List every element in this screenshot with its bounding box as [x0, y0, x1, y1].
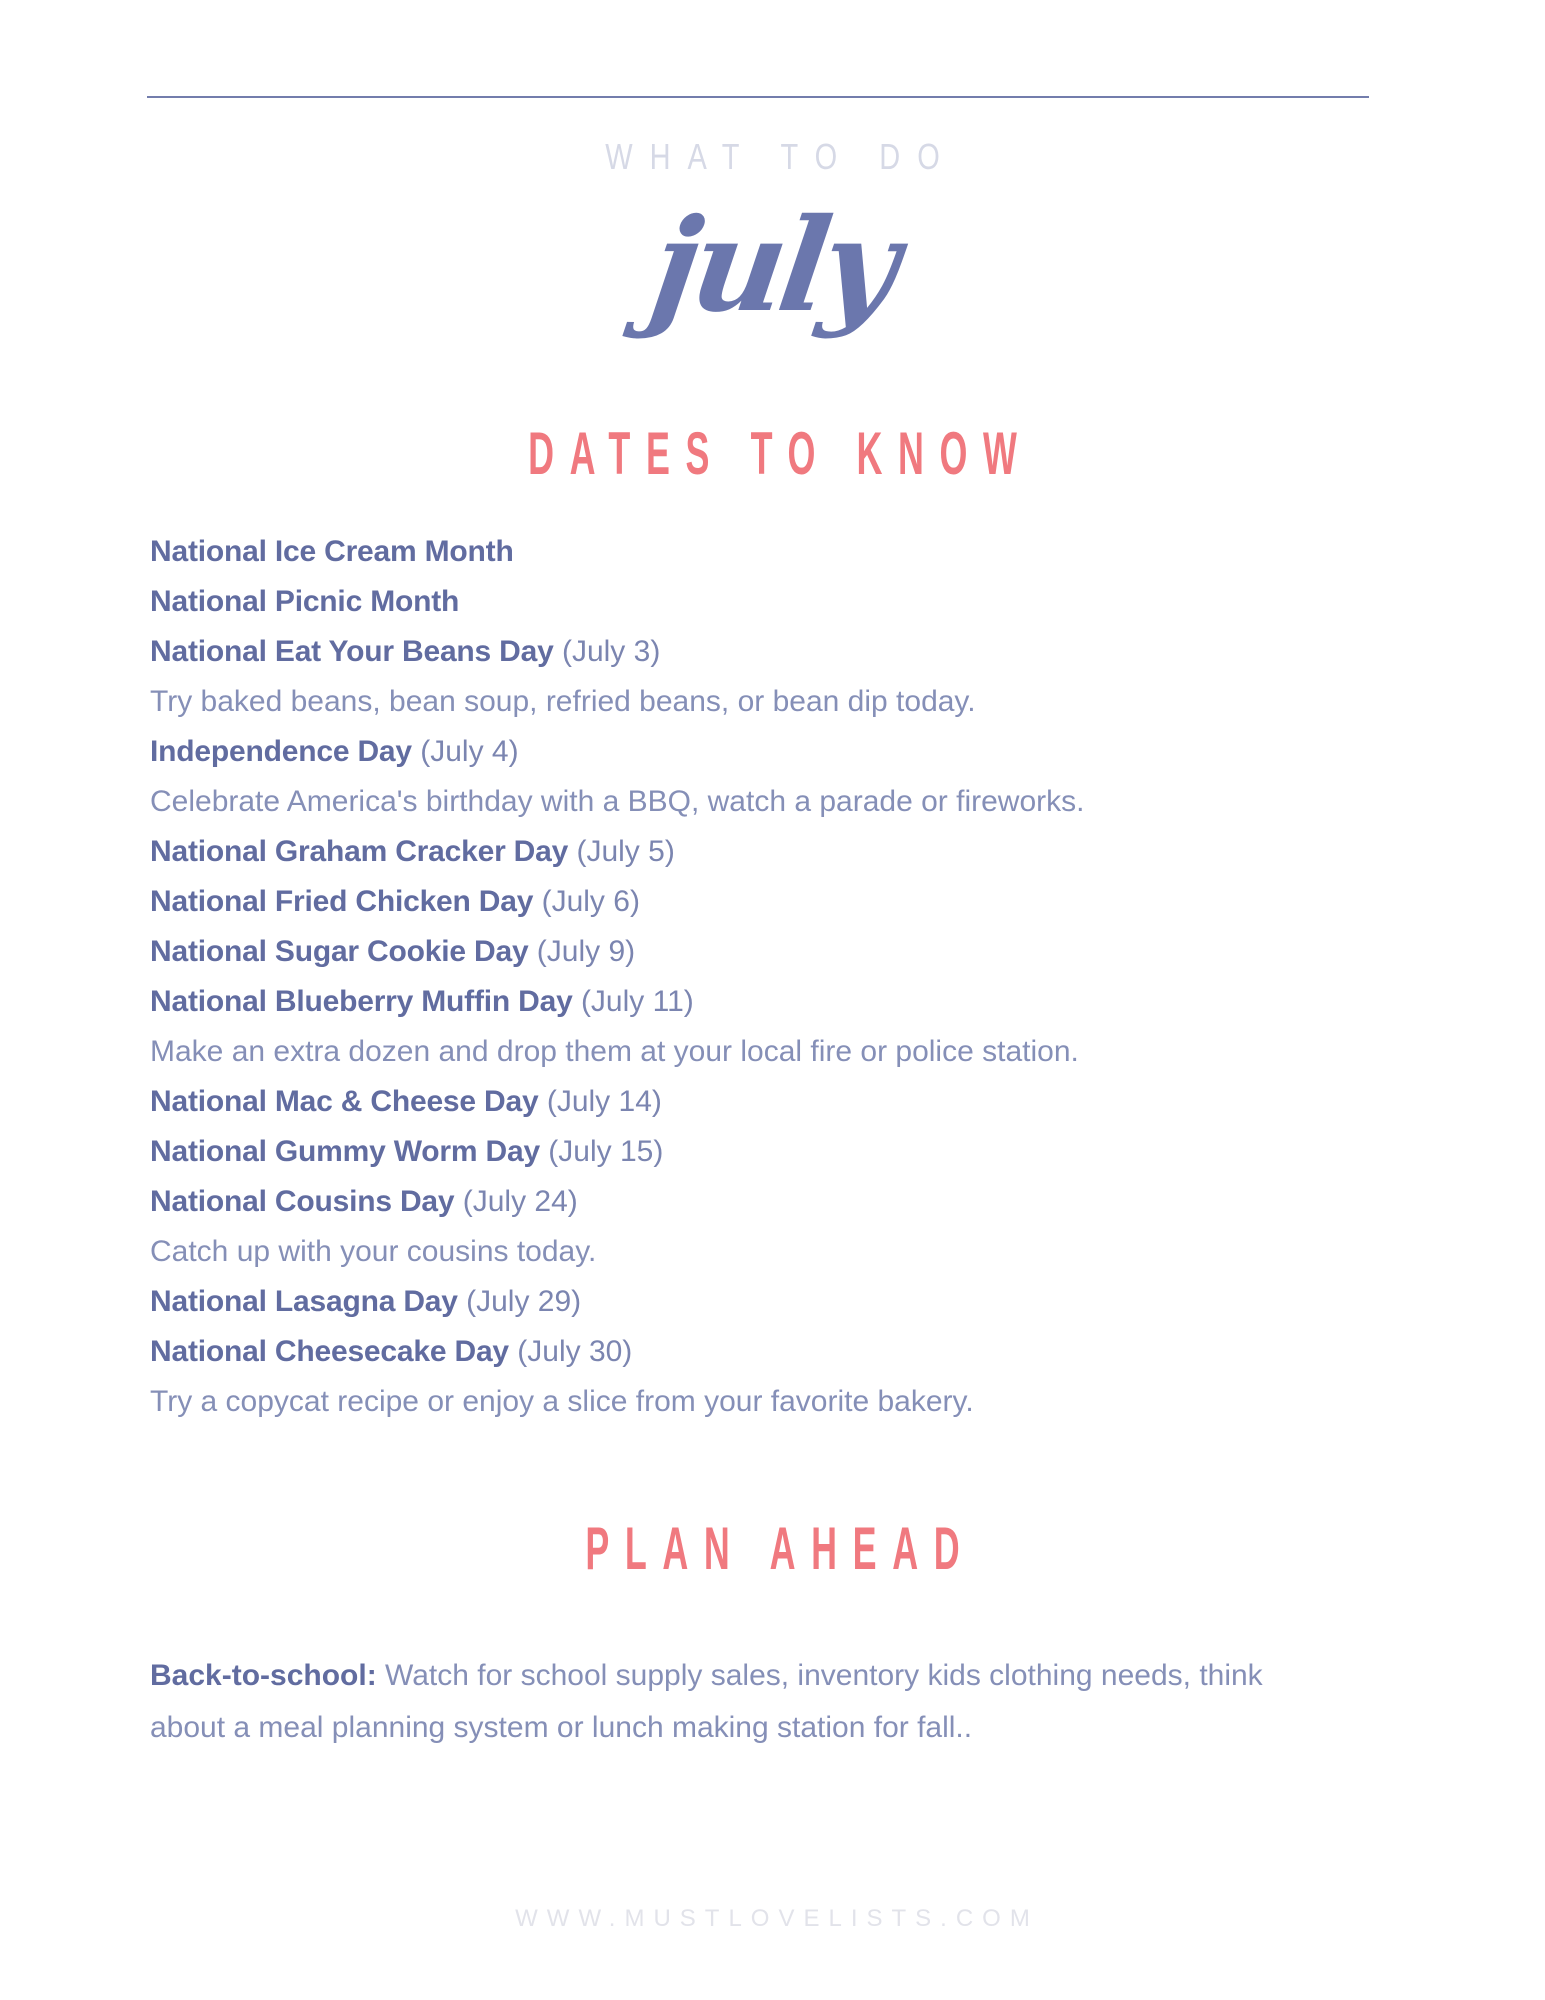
list-item-description: Catch up with your cousins today. [150, 1235, 597, 1268]
list-item-date: (July 9) [536, 935, 636, 968]
list-item-description: Make an extra dozen and drop them at your local fire or police station. [150, 1035, 1079, 1068]
list-item-title: National Picnic Month [150, 585, 460, 618]
list-item [150, 1177, 1410, 1227]
dates-to-know-list [150, 527, 1410, 1427]
list-item-title: National Sugar Cookie Day [150, 935, 529, 968]
list-item-description: Celebrate America's birthday with a BBQ, watch a parade or fireworks. [150, 785, 1085, 818]
list-item [150, 727, 1410, 777]
list-item [150, 877, 1410, 927]
list-item-title: National Ice Cream Month [150, 535, 514, 568]
list-item-title: National Cousins Day [150, 1185, 455, 1218]
list-item-title: Independence Day [150, 735, 412, 768]
list-item [150, 827, 1410, 877]
plan-ahead-lead-label: Back-to-school: [150, 1659, 377, 1692]
list-item-date: (July 29) [466, 1285, 582, 1318]
list-item [150, 1327, 1410, 1377]
list-item-date: (July 5) [576, 835, 675, 868]
list-item-title: National Mac & Cheese Day [150, 1085, 539, 1118]
eyebrow-what-to-do: WHAT TO DO [605, 137, 957, 178]
list-item [150, 1077, 1410, 1127]
list-item-date: (July 11) [580, 985, 694, 1018]
plan-ahead-paragraph [150, 1650, 1340, 1754]
list-item-date: (July 6) [541, 885, 640, 918]
list-item-date: (July 4) [420, 735, 519, 768]
list-item [150, 577, 1410, 627]
list-item-date: (July 14) [546, 1085, 662, 1118]
list-item-date: (July 15) [548, 1135, 664, 1168]
list-item-title: National Eat Your Beans Day [150, 635, 554, 668]
top-divider-rule [147, 96, 1369, 98]
list-item-description: Try a copycat recipe or enjoy a slice from your favorite bakery. [150, 1385, 974, 1418]
list-item [150, 977, 1410, 1027]
list-item-title: National Fried Chicken Day [150, 885, 534, 918]
list-item-title: National Gummy Worm Day [150, 1135, 540, 1168]
list-item [150, 1127, 1410, 1177]
list-item [150, 927, 1410, 977]
list-item [150, 527, 1410, 577]
list-item-description: Try baked beans, bean soup, refried beans, or bean dip today. [150, 685, 976, 718]
page-header [0, 137, 1545, 341]
plan-ahead-body-text: Watch for school supply sales, inventory kids clothing needs, think about a meal planning system or lunch making station for fall.. [150, 1659, 1263, 1744]
dates-to-know-section-header [0, 418, 1545, 488]
list-item-title: National Lasagna Day [150, 1285, 458, 1318]
list-item-date: (July 24) [462, 1185, 578, 1218]
section-title-dates-to-know: DATES TO KNOW [528, 418, 1033, 488]
list-item [150, 627, 1410, 677]
list-item-date: (July 3) [561, 635, 661, 668]
list-item-date: (July 30) [517, 1335, 633, 1368]
list-item-title: National Graham Cracker Day [150, 835, 569, 868]
list-item [150, 1277, 1410, 1327]
page-title-month: july [642, 191, 903, 341]
plan-ahead-section-header [0, 1513, 1545, 1583]
list-item-title: National Blueberry Muffin Day [150, 985, 573, 1018]
section-title-plan-ahead: PLAN AHEAD [585, 1513, 976, 1583]
list-item-title: National Cheesecake Day [150, 1335, 509, 1368]
footer-website-url: WWW.MUSTLOVELISTS.COM [515, 1905, 1039, 1932]
